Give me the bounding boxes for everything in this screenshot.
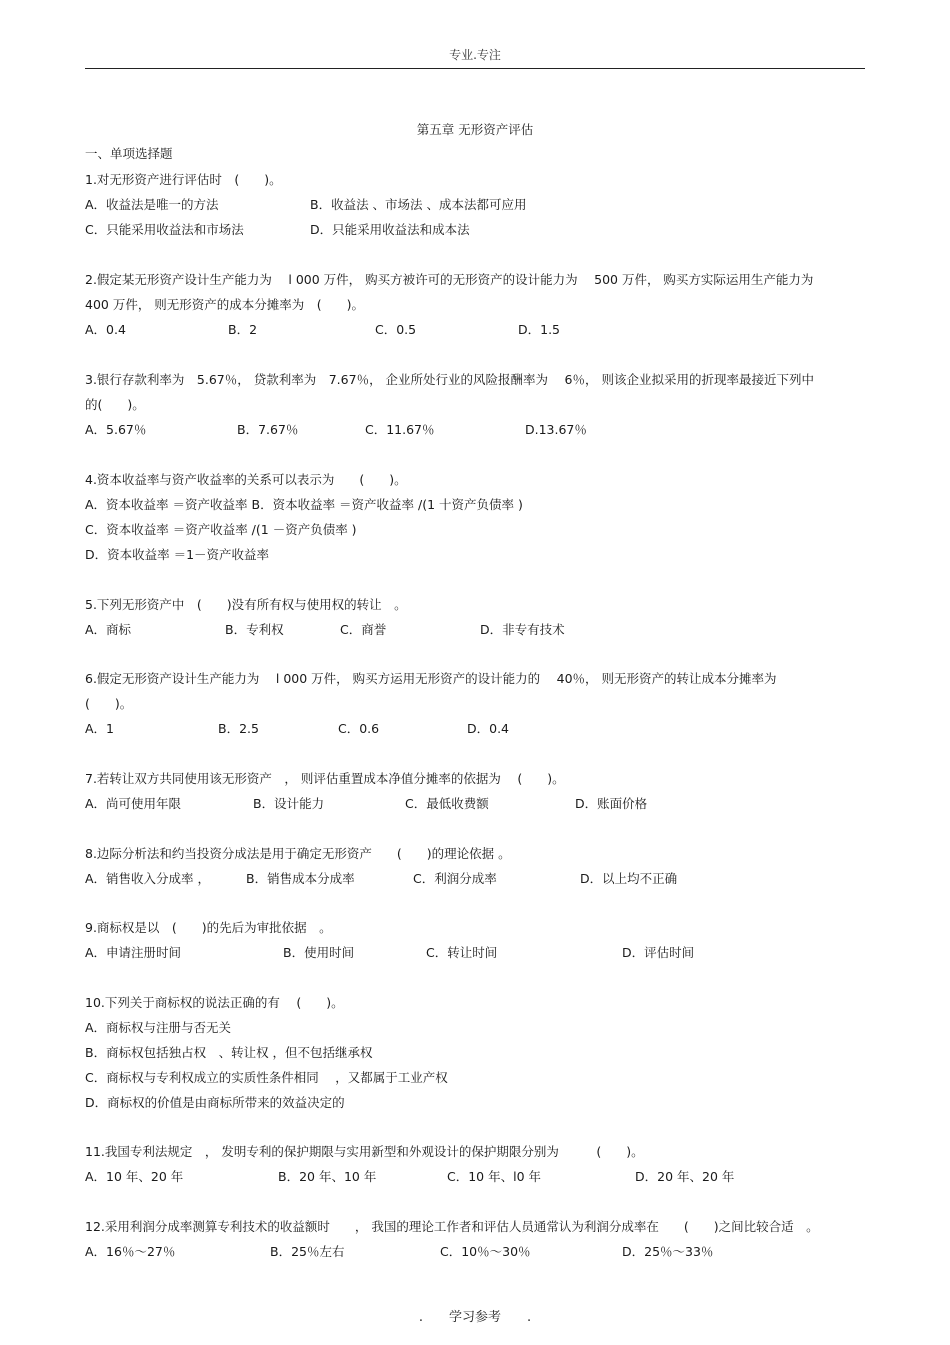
option-d: D．资本收益率 ＝1－资产收益率	[85, 547, 270, 562]
option-b: B．25％左右	[270, 1244, 345, 1259]
section-heading: 一、单项选择题	[85, 146, 173, 161]
option-a: A．商标	[85, 622, 132, 637]
option-c: C．商标权与专利权成立的实质性条件相同 ，又都属于工业产权	[85, 1070, 448, 1085]
option-d: D．20 年、20 年	[635, 1169, 735, 1184]
question-stem: 2.假定某无形资产设计生产能力为 l 000 万件， 购买方被许可的无形资产的设计能力为 500 万件， 购买方实际运用生产能力为	[85, 272, 814, 287]
question-stem-cont: ( )。	[85, 696, 133, 711]
option-c: C．10％～30％	[440, 1244, 531, 1259]
option-b: B．设计能力	[253, 796, 325, 811]
option-d: D.13.67％	[525, 422, 587, 437]
option-a: A．销售收入分成率 ，	[85, 871, 211, 886]
option-b: B．使用时间	[283, 945, 355, 960]
question-stem: 11.我国专利法规定 ， 发明专利的保护期限与实用新型和外观设计的保护期限分别为 ( )。	[85, 1144, 644, 1159]
option-b: B．2	[228, 322, 258, 337]
question-stem: 5.下列无形资产中 ( )没有所有权与使用权的转让 。	[85, 597, 407, 612]
option-b: B．20 年、10 年	[278, 1169, 377, 1184]
option-a: A．商标权与注册与否无关	[85, 1020, 232, 1035]
question-stem: 6.假定无形资产设计生产能力为 l 000 万件， 购买方运用无形资产的设计能力的 40％， 则无形资产的转让成本分摊率为	[85, 671, 777, 686]
option-d: D．非专有技术	[480, 622, 565, 637]
option-c: C．只能采用收益法和市场法	[85, 222, 244, 237]
option-a-b: A．资本收益率 ＝资产收益率 B．资本收益率 ＝资产收益率 /(1 十资产负债率 )	[85, 497, 523, 512]
question-stem-cont: 400 万件， 则无形资产的成本分摊率为 ( )。	[85, 297, 365, 312]
question-6	[85, 666, 860, 741]
question-9	[85, 915, 860, 965]
question-2	[85, 267, 860, 342]
question-11	[85, 1139, 860, 1189]
question-stem: 4.资本收益率与资产收益率的关系可以表示为 ( )。	[85, 472, 407, 487]
question-10	[85, 990, 860, 1115]
option-d: D．以上均不正确	[580, 871, 678, 886]
option-d: D．1.5	[518, 322, 561, 337]
question-4	[85, 467, 860, 567]
page-footer: . 学习参考 .	[418, 1310, 532, 1325]
option-a: A．5.67％	[85, 422, 147, 437]
option-c: C．10 年、l0 年	[447, 1169, 542, 1184]
header-divider	[85, 68, 865, 69]
option-a: A．收益法是唯一的方法	[85, 197, 219, 212]
option-d: D．商标权的价值是由商标所带来的效益决定的	[85, 1095, 345, 1110]
option-d: D．25％～33％	[622, 1244, 714, 1259]
option-a: A．尚可使用年限	[85, 796, 182, 811]
question-7	[85, 766, 860, 816]
question-stem: 3.银行存款利率为 5.67％， 贷款利率为 7.67％， 企业所处行业的风险报酬率为 6％， 则该企业拟采用的折现率最接近下列中	[85, 372, 814, 387]
option-a: A．10 年、20 年	[85, 1169, 184, 1184]
option-b: B．2.5	[218, 721, 259, 736]
option-c: C．最低收费额	[405, 796, 489, 811]
option-d: D．账面价格	[575, 796, 648, 811]
option-b: B．专利权	[225, 622, 284, 637]
option-c: C．0.5	[375, 322, 417, 337]
question-stem: 9.商标权是以 ( )的先后为审批依据 。	[85, 920, 332, 935]
question-3	[85, 367, 860, 442]
option-b: B．商标权包括独占权 、转让权 ，但不包括继承权	[85, 1045, 373, 1060]
option-a: A．16％～27％	[85, 1244, 176, 1259]
question-1	[85, 167, 860, 242]
question-5	[85, 592, 860, 642]
option-a: A．1	[85, 721, 115, 736]
option-c: C．资本收益率 ＝资产收益率 /(1 －资产负债率 )	[85, 522, 357, 537]
option-c: C．商誉	[340, 622, 387, 637]
option-b: B．7.67％	[237, 422, 299, 437]
option-d: D．0.4	[467, 721, 510, 736]
option-c: C．利润分成率	[413, 871, 497, 886]
question-stem: 10.下列关于商标权的说法正确的有 ( )。	[85, 995, 344, 1010]
option-b: B．收益法 、市场法 、成本法都可应用	[310, 197, 527, 212]
option-c: C．转让时间	[426, 945, 498, 960]
question-12	[85, 1214, 860, 1264]
question-stem: 1.对无形资产进行评估时 ( )。	[85, 172, 282, 187]
question-stem-cont: 的( )。	[85, 397, 145, 412]
option-c: C．0.6	[338, 721, 380, 736]
option-b: B．销售成本分成率	[246, 871, 355, 886]
option-c: C．11.67％	[365, 422, 435, 437]
question-stem: 12.采用利润分成率测算专利技术的收益额时 ， 我国的理论工作者和评估人员通常认为利润分成率在 ( )之间比较合适 。	[85, 1219, 819, 1234]
option-a: A．申请注册时间	[85, 945, 182, 960]
question-stem: 7.若转让双方共同使用该无形资产 ， 则评估重置成本净值分摊率的依据为 ( )。	[85, 771, 565, 786]
page-header: 专业.专注	[449, 48, 501, 62]
question-stem: 8.边际分析法和约当投资分成法是用于确定无形资产 ( )的理论依据 。	[85, 846, 511, 861]
option-d: D．只能采用收益法和成本法	[310, 222, 470, 237]
option-a: A．0.4	[85, 322, 126, 337]
option-d: D．评估时间	[622, 945, 695, 960]
question-8	[85, 841, 860, 891]
chapter-title: 第五章 无形资产评估	[416, 122, 534, 137]
